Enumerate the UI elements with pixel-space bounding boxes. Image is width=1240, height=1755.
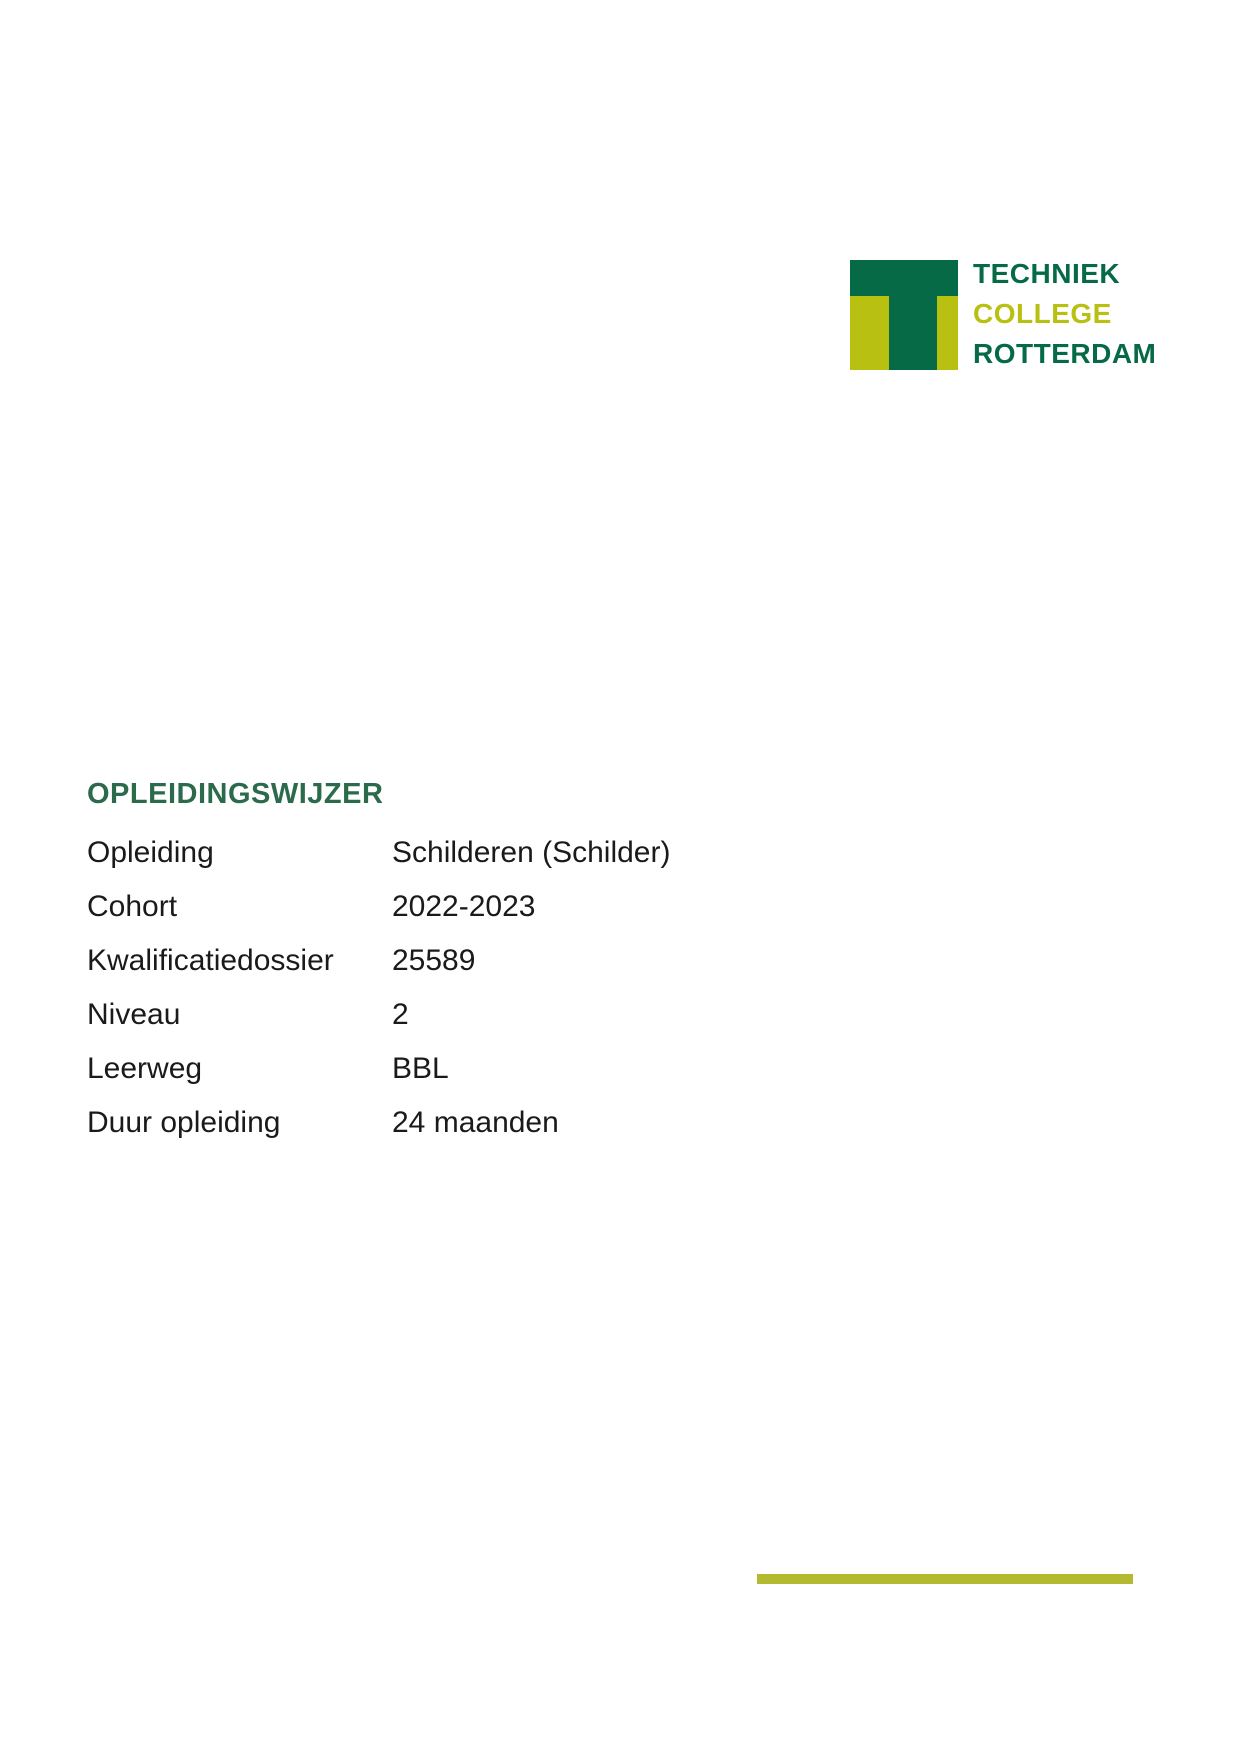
table-row <box>87 1096 807 1150</box>
field-value: Schilderen (Schilder) <box>392 836 671 869</box>
logo-right-fill <box>937 296 958 370</box>
techniek-college-rotterdam-logo <box>850 258 1157 372</box>
logo-wordmark-line2: COLLEGE <box>973 298 1112 329</box>
field-label: Opleiding <box>87 836 214 869</box>
logo-t-crossbar <box>850 260 958 296</box>
logo-t-mark-icon <box>850 260 958 370</box>
logo-wordmark-line1: TECHNIEK <box>973 258 1121 289</box>
logo-wordmark-line3: ROTTERDAM <box>973 338 1157 369</box>
details-table <box>87 826 807 1150</box>
table-row <box>87 1042 807 1096</box>
field-value: 25589 <box>392 944 476 977</box>
field-value: 2 <box>392 998 409 1031</box>
logo-left-fill <box>850 296 889 370</box>
field-label: Leerweg <box>87 1052 203 1085</box>
field-label: Niveau <box>87 998 181 1031</box>
table-row <box>87 880 807 934</box>
page-title: OPLEIDINGSWIJZER <box>87 778 384 810</box>
field-label: Cohort <box>87 890 178 923</box>
table-row <box>87 826 807 880</box>
field-value: 24 maanden <box>392 1106 559 1139</box>
logo-t-stem <box>889 296 937 370</box>
field-label: Kwalificatiedossier <box>87 944 334 977</box>
field-value: 2022-2023 <box>392 890 536 923</box>
footer-divider <box>757 1574 1133 1584</box>
table-row <box>87 988 807 1042</box>
table-row <box>87 934 807 988</box>
field-value: BBL <box>392 1052 449 1085</box>
logo-wordmark <box>973 254 1156 374</box>
field-label: Duur opleiding <box>87 1106 281 1139</box>
